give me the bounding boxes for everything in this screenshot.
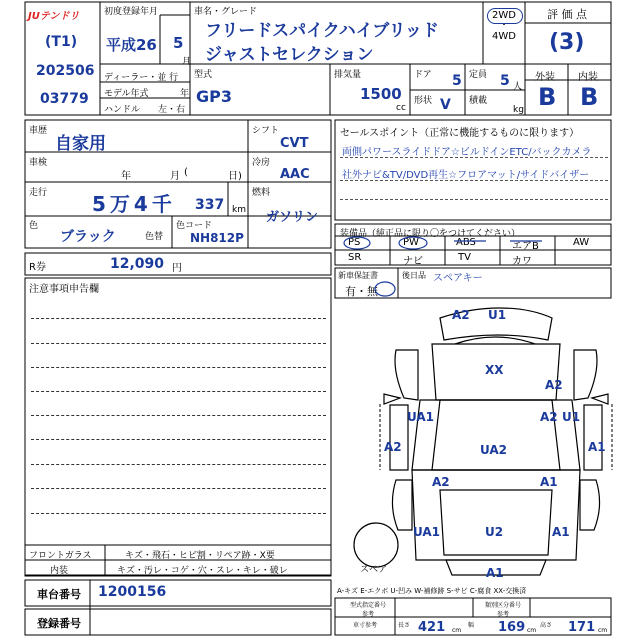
exterior-label: 外装: [535, 72, 555, 83]
model-spec-label: 型式指定番号 参考: [349, 602, 386, 618]
equip-sr: SR: [348, 252, 362, 263]
sales-points-label: セールスポイント（正常に機能するものに限ります）: [340, 128, 580, 139]
capacity-unit: 人: [513, 82, 523, 92]
length-unit: cm: [452, 627, 462, 634]
class-spec-label: 類別区分番号 参考: [484, 602, 521, 618]
damage-mark: UA2: [480, 443, 508, 457]
sales-points-line1: 両側パワースライドドア☆ビルドインETC/バックカメラ: [342, 147, 592, 158]
rear-input-value: スペアキー: [433, 273, 483, 284]
reg-no-label: 登録番号: [37, 617, 81, 630]
color-replace-label: 色替: [145, 232, 164, 242]
notes-label: 注意事項申告欄: [29, 284, 99, 295]
logo: JUテンドリ: [28, 4, 98, 18]
registration-month: 5: [173, 34, 184, 52]
shift-value: CVT: [280, 136, 309, 151]
model-year-label: モデル年式: [104, 89, 149, 99]
registration-year: 平成26: [106, 36, 157, 54]
damage-mark: U1: [562, 410, 581, 424]
inspection-day-unit: 日): [228, 171, 242, 182]
inspection-open-paren: (: [184, 167, 188, 178]
displacement-value: 1500: [360, 85, 402, 103]
rear-input-label: 後日品: [402, 271, 426, 280]
sales-points-line2: 社外ナビ&TV/DVD再生☆フロアマット/サイドバイザー: [342, 170, 590, 181]
damage-mark: A1: [486, 566, 504, 580]
height-value: 171: [568, 620, 596, 635]
damage-mark: U2: [485, 525, 504, 539]
color-code: NH812P: [190, 231, 244, 245]
damage-mark: U1: [488, 308, 507, 322]
dealer-label: ディーラー・並 行: [104, 73, 179, 83]
doors-value: 5: [452, 73, 462, 89]
recycle-value: 12,090: [110, 256, 165, 272]
car-name-line2: ジャストセレクション: [205, 45, 374, 65]
load-unit: kg: [513, 105, 524, 115]
displacement-unit: cc: [396, 103, 406, 113]
interior-cond-value: キズ・汚レ・コゲ・穴・スレ・キレ・破レ: [117, 566, 288, 576]
ac-label: 冷房: [252, 158, 271, 168]
usage-label: 車歴: [29, 126, 48, 136]
equip-ps: PS: [348, 237, 361, 248]
displacement-label: 排気量: [334, 70, 362, 80]
registration-label: 初度登録年月: [104, 7, 159, 17]
width-unit: cm: [527, 627, 537, 634]
height-label: 高さ: [540, 622, 553, 629]
month-unit: 月: [182, 57, 192, 67]
doors-label: ドア: [414, 70, 432, 80]
equip-navi: ナビ: [403, 256, 423, 267]
fuel-value: ガソリン: [266, 210, 319, 225]
inspection-year-unit: 年: [121, 171, 131, 182]
length-label: 長さ: [398, 622, 411, 629]
damage-mark: A2: [432, 475, 450, 489]
exterior-score: B: [538, 83, 557, 111]
equip-leather: カワ: [512, 256, 532, 267]
drive-type: 2WD ・ 4WD: [486, 10, 522, 42]
damage-mark: UA1: [407, 410, 435, 424]
damage-mark: A2: [540, 410, 558, 424]
load-label: 積載: [469, 96, 488, 106]
warranty-label: 新車保証書: [338, 271, 378, 280]
score-value: (3): [549, 30, 585, 55]
front-glass-value: キズ・飛石・ヒビ割・リペア跡・X要: [125, 551, 275, 561]
score-label: 評 価 点: [547, 8, 587, 21]
damage-mark: A2: [545, 378, 563, 392]
car-name-line1: フリードスパイクハイブリッド: [205, 21, 439, 41]
color-value: ブラック: [60, 229, 116, 245]
color-code-label: 色コード: [176, 221, 213, 231]
handle-value: 左・右: [158, 105, 186, 115]
equipment-label: 装備品（純正品に限り〇をつけてください）: [340, 229, 521, 239]
spare-label: スペア: [360, 565, 388, 575]
mileage-sub: 337: [195, 197, 225, 213]
inspection-month-unit: 月: [170, 171, 180, 182]
model-label: 型式: [194, 70, 213, 80]
model-year-unit: 年: [180, 89, 190, 99]
equip-airbag: エアB: [512, 241, 539, 252]
capacity-label: 定員: [469, 70, 488, 80]
width-label: 幅: [468, 622, 475, 629]
interior-cond-label: 内装: [50, 566, 69, 576]
damage-mark: A1: [540, 475, 558, 489]
length-value: 421: [418, 620, 446, 635]
fuel-label: 燃料: [252, 188, 271, 198]
equip-abs: ABS: [456, 237, 476, 248]
mileage-value: 5万4千: [92, 192, 176, 216]
recycle-unit: 円: [172, 263, 182, 274]
warranty-value: 有・無: [345, 285, 378, 298]
interior-score: B: [580, 83, 599, 111]
size-ref-label: 車寸参考: [352, 622, 377, 629]
lot-prefix: (T1): [45, 34, 78, 50]
damage-mark: XX: [485, 363, 504, 377]
recycle-label: R券: [29, 262, 46, 273]
equip-tv: TV: [458, 252, 471, 263]
front-glass-label: フロントガラス: [29, 551, 92, 561]
usage-value: 自家用: [55, 134, 106, 154]
damage-legend: A-キズ E-エクボ U-凹み W-補修跡 S-サビ C-腐食 XX-交換済: [337, 587, 527, 595]
chassis-value: 1200156: [98, 584, 167, 600]
damage-mark: A2: [384, 440, 402, 454]
damage-mark: A1: [588, 440, 606, 454]
damage-mark: A1: [552, 525, 570, 539]
equip-aw: AW: [573, 237, 590, 248]
inspection-label: 車検: [29, 158, 48, 168]
damage-mark: A2: [452, 308, 470, 322]
interior-label: 内装: [578, 72, 598, 83]
shape-label: 形状: [414, 96, 433, 106]
capacity-value: 5: [500, 73, 510, 89]
equip-pw: PW: [403, 237, 419, 248]
width-value: 169: [498, 620, 526, 635]
mileage-label: 走行: [29, 188, 48, 198]
color-label: 色: [29, 221, 39, 231]
damage-mark: UA1: [413, 525, 441, 539]
chassis-label: 車台番号: [37, 588, 81, 601]
ac-value: AAC: [280, 167, 310, 182]
height-unit: cm: [598, 627, 608, 634]
shape-value: V: [440, 97, 451, 113]
handle-label: ハンドル: [104, 105, 141, 115]
shift-label: シフト: [252, 126, 280, 136]
model-value: GP3: [196, 87, 232, 106]
lot-number: 202506: [36, 63, 95, 79]
mileage-unit: km: [232, 205, 246, 215]
lot-number-2: 03779: [40, 91, 89, 107]
car-name-label: 車名・グレード: [194, 7, 258, 17]
